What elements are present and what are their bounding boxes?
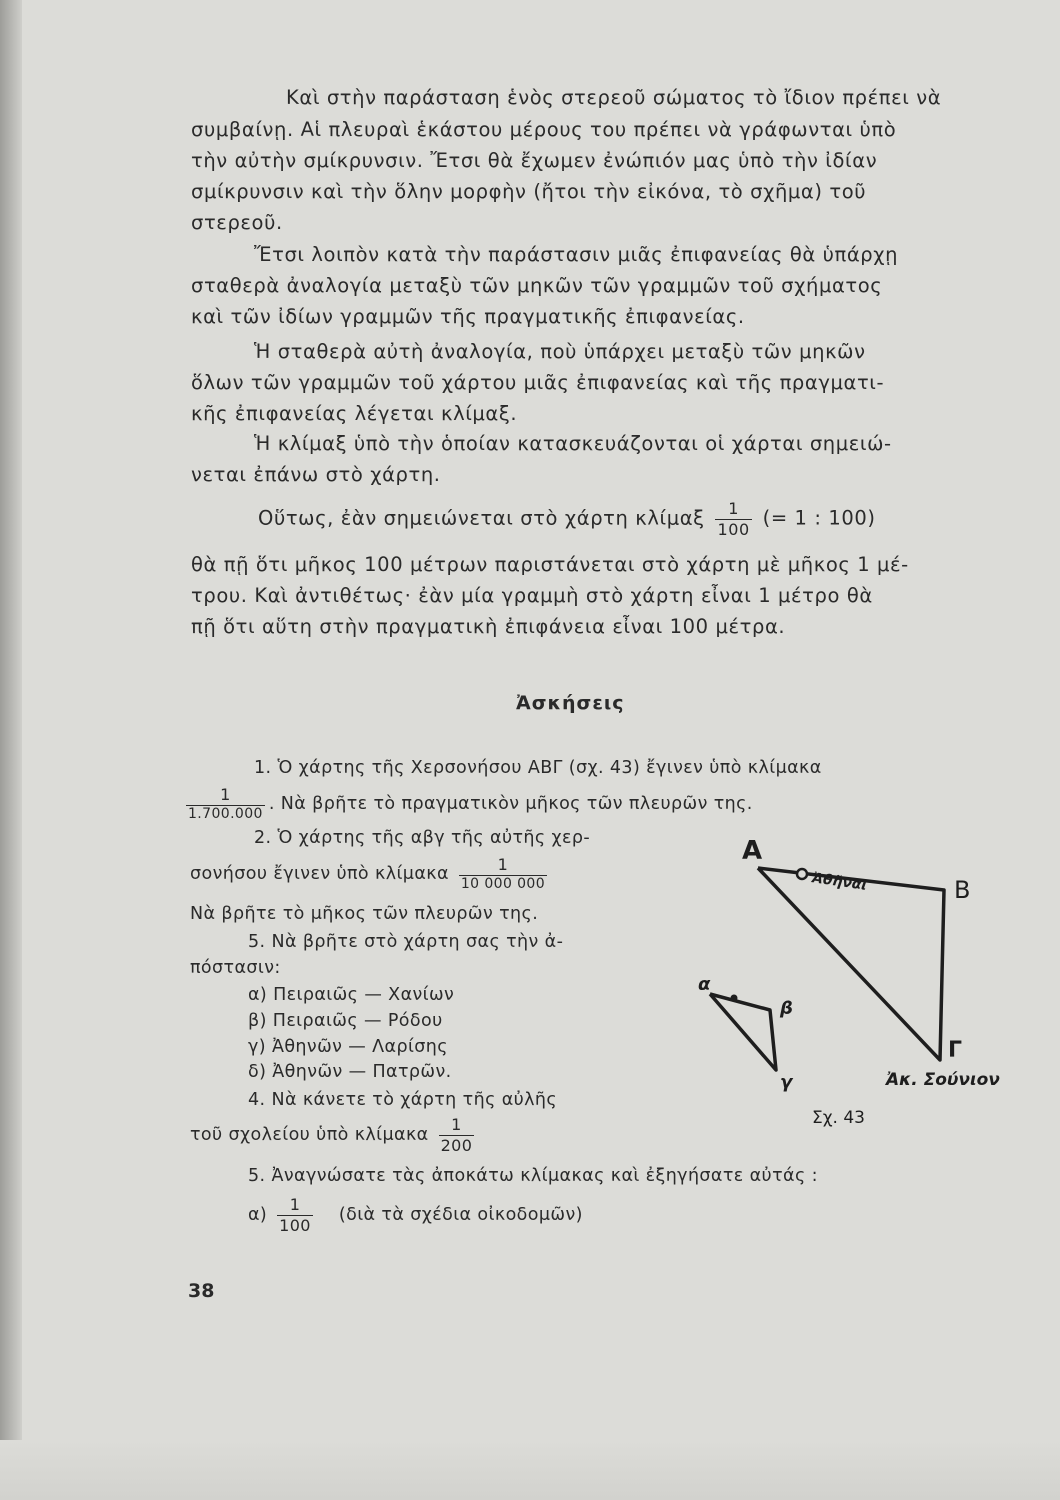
label-athens: Ἀθῆναι — [811, 870, 868, 894]
p5-fraction — [715, 500, 751, 538]
small-triangle-dot — [731, 995, 738, 1002]
exercise-2-line-3: Νὰ βρῆτε τὸ μῆκος τῶν πλευρῶν της. — [190, 904, 539, 924]
figure-caption: Σχ. 43 — [812, 1108, 866, 1128]
exercise-1-line-2 — [186, 786, 753, 822]
exercise-1-text: . Νὰ βρῆτε τὸ πραγματικὸν μῆκος τῶν πλευρῶν της. — [268, 794, 753, 814]
page-binding-edge — [0, 0, 22, 1500]
exercise-5a-frac-num: 1 — [289, 1195, 301, 1214]
p4-line-2: νεται ἐπάνω στὸ χάρτη. — [191, 463, 441, 486]
exercise-2-line-2 — [190, 856, 551, 892]
exercise-3-item-a: α) Πειραιῶς — Χανίων — [248, 985, 455, 1005]
exercise-5a-text: (διὰ τὰ σχέδια οἰκοδομῶν) — [338, 1205, 583, 1226]
label-B: Β — [954, 876, 971, 904]
exercise-4-line-1: 4. Νὰ κάνετε τὸ χάρτη τῆς αὐλῆς — [248, 1090, 558, 1110]
p5-line-1: θὰ πῇ ὅτι μῆκος 100 μέτρων παριστάνεται στὸ χάρτη μὲ μῆκος 1 μέ- — [191, 553, 909, 576]
exercise-3-line-2: πόστασιν: — [190, 958, 281, 978]
p2-line-2: σταθερὰ ἀναλογία μεταξὺ τῶν μηκῶν τῶν γραμμῶν τοῦ σχήματος — [191, 274, 883, 297]
exercise-5-line-1: 5. Ἀναγνώσατε τὰς ἀποκάτω κλίμακας καὶ ἐξηγήσατε αὐτάς : — [248, 1166, 818, 1186]
label-G: Γ — [948, 1038, 963, 1063]
exercise-2-lead: σονήσου ἔγινεν ὑπὸ κλίμακα — [190, 864, 449, 884]
exercise-2-frac-den: 10 000 000 — [460, 875, 546, 892]
p1-line-3: τὴν αὐτὴν σμίκρυνσιν. Ἔτσι θὰ ἔχωμεν ἐνώπιόν μας ὑπὸ τὴν ἰδίαν — [191, 149, 878, 172]
p5-frac-den: 100 — [717, 519, 750, 539]
p1-line-2: συμβαίνῃ. Αἱ πλευραὶ ἑκάστου μέρους του πρέπει νὰ γράφωνται ὑπὸ — [191, 118, 897, 141]
triangle-abg — [710, 994, 776, 1070]
p3-line-3: κῆς ἐπιφανείας λέγεται κλίμαξ. — [191, 402, 518, 425]
p2-line-3: καὶ τῶν ἰδίων γραμμῶν τῆς πραγματικῆς ἐπιφανείας. — [191, 305, 745, 328]
p5-scale-line — [258, 500, 876, 538]
p1-line-5: στερεοῦ. — [191, 211, 283, 234]
p5-line-2: τρου. Καὶ ἀντιθέτως· ἐὰν μία γραμμὴ στὸ χάρτη εἶναι 1 μέτρο θὰ — [191, 584, 873, 607]
exercise-3-item-b: β) Πειραιῶς — Ρόδου — [248, 1011, 443, 1031]
p4-line-1: Ἡ κλίμαξ ὑπὸ τὴν ὁποίαν κατασκευάζονται οἱ χάρται σημειώ- — [254, 432, 892, 455]
exercise-5-item-a — [248, 1196, 583, 1234]
exercise-5a-label: α) — [248, 1205, 268, 1226]
p5-line-3: πῇ ὅτι αὕτη στὴν πραγματικὴ ἐπιφάνεια εἶναι 100 μέτρα. — [191, 615, 786, 638]
p3-line-2: ὅλων τῶν γραμμῶν τοῦ χάρτου μιᾶς ἐπιφανείας καὶ τῆς πραγματι- — [191, 371, 885, 394]
label-A: Α — [742, 836, 763, 866]
label-b: β — [780, 998, 793, 1019]
exercise-4-fraction — [439, 1116, 475, 1154]
triangle-ABG — [758, 868, 944, 1060]
exercise-2-fraction — [459, 856, 547, 892]
figure-43 — [690, 834, 1050, 1134]
exercise-1-frac-num: 1 — [220, 785, 231, 804]
exercise-4-frac-num: 1 — [451, 1115, 462, 1134]
exercise-4-frac-den: 200 — [440, 1135, 473, 1155]
label-sounion: Ἀκ. Σούνιον — [886, 1070, 1000, 1090]
exercises-heading: Ἀσκήσεις — [516, 692, 625, 714]
p5-frac-num: 1 — [728, 499, 740, 518]
exercise-5a-frac-den: 100 — [279, 1215, 311, 1235]
label-g: γ — [780, 1072, 793, 1093]
p2-line-1: Ἔτσι λοιπὸν κατὰ τὴν παράστασιν μιᾶς ἐπιφανείας θὰ ὑπάρχῃ — [254, 243, 899, 266]
p1-line-4: σμίκρυνσιν καὶ τὴν ὅλην μορφὴν (ἤτοι τὴν εἰκόνα, τὸ σχῆμα) τοῦ — [191, 180, 867, 203]
athens-marker — [797, 869, 807, 879]
page-number: 38 — [188, 1280, 215, 1302]
exercise-1-frac-den: 1.700.000 — [188, 805, 263, 822]
exercise-3-line-1: 5. Νὰ βρῆτε στὸ χάρτη σας τὴν ἀ- — [248, 932, 564, 952]
p3-line-1: Ἡ σταθερὰ αὐτὴ ἀναλογία, ποὺ ὑπάρχει μεταξὺ τῶν μηκῶν — [254, 340, 866, 363]
p1-line-1: Καὶ στὴν παράσταση ἑνὸς στερεοῦ σώματος τὸ ἴδιον πρέπει νὰ — [286, 86, 942, 109]
p5-tail: (= 1 : 100) — [762, 506, 876, 530]
label-a: α — [698, 974, 711, 995]
exercise-4-lead: τοῦ σχολείου ὑπὸ κλίμακα — [190, 1125, 429, 1146]
exercise-4-line-2 — [190, 1116, 478, 1154]
exercise-1-fraction — [186, 786, 265, 822]
exercise-3-item-c: γ) Ἀθηνῶν — Λαρίσης — [248, 1037, 448, 1057]
p5-lead: Οὕτως, ἐὰν σημειώνεται στὸ χάρτη κλίμαξ — [258, 506, 705, 530]
exercise-2-line-1: 2. Ὁ χάρτης τῆς αβγ τῆς αὐτῆς χερ- — [254, 828, 591, 848]
exercise-3-item-d: δ) Ἀθηνῶν — Πατρῶν. — [248, 1062, 452, 1082]
page-bottom — [0, 1440, 1060, 1500]
exercise-5a-fraction — [277, 1196, 313, 1234]
exercise-2-frac-num: 1 — [497, 855, 509, 874]
exercise-1-line-1: 1. Ὁ χάρτης τῆς Χερσονήσου ΑΒΓ (σχ. 43) ἔγινεν ὑπὸ κλίμακα — [254, 758, 822, 778]
